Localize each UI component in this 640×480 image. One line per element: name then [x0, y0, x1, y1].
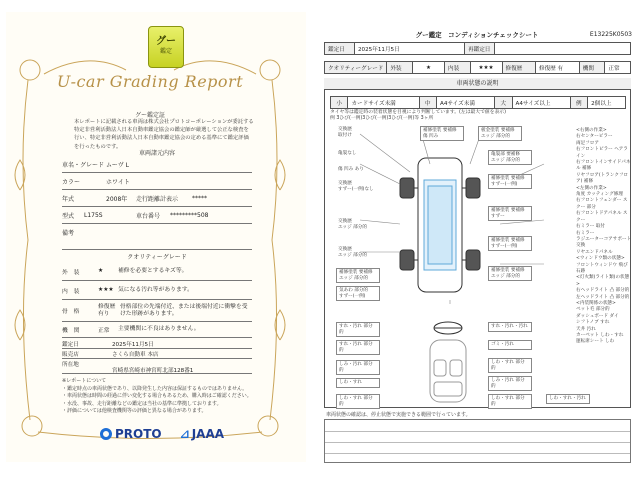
- repair-list-item: 天井 汚れ: [576, 326, 596, 332]
- note-box-l6: 交換歴 エッジ 部分的: [338, 247, 367, 258]
- interior-box-2: すれ・汚れ 部分的: [336, 340, 380, 355]
- quality-section-title: クオリティーグレード: [127, 254, 187, 261]
- note-box-r1: 亀裂部 要補修 エッジ 部分的: [488, 150, 532, 165]
- grade-exterior-desc: 補修を必要とするキズ等。: [118, 267, 188, 274]
- grade-frame-label: 骨 格: [62, 309, 80, 315]
- checksheet-id: E13225K0503: [589, 31, 632, 38]
- sheet-redate-value: [495, 43, 631, 55]
- interior-box-5: しみ・汚れ 部分的: [336, 360, 380, 375]
- sheet-engine-value: 正常: [605, 62, 631, 74]
- note-box-r4: 補修塗装 要補修 すずー(一例): [488, 236, 532, 251]
- repair-list-item: 右フロントインサイドパネル 補修: [576, 160, 631, 172]
- remarks-label: 備考: [62, 230, 75, 237]
- repair-list-item: 右ミラー: [576, 230, 595, 236]
- proto-logo: [100, 427, 162, 441]
- note-item: ・車両状態は時間の経過に伴い変化する場合もあるため、購入時はご確認ください。: [62, 393, 252, 400]
- mileage-label: 走行距離計表示: [136, 195, 179, 203]
- color-value: ホワイト: [106, 178, 130, 186]
- interior-box-9: しわ・すれ 部分的: [336, 394, 380, 409]
- note-box-l5: 交換歴 エッジ 部分的: [338, 219, 367, 230]
- jaaa-mark-icon: ⊿: [179, 427, 190, 441]
- shop-value: さくら自動車 本店: [112, 352, 159, 358]
- grade-exterior-mark: ★: [98, 268, 104, 274]
- grade-engine-label: 機 関: [62, 328, 80, 334]
- sheet-ext-value: ★: [412, 62, 444, 74]
- note-box-l8: 気あわ 部分的 すずー(一例): [336, 286, 380, 301]
- grade-interior-desc: 気になる汚れ等があります。: [118, 286, 193, 293]
- damage-size-legend: [330, 96, 626, 109]
- sheet-frame-value: 修復歴 有: [535, 62, 579, 74]
- address-value: 宮崎県宮崎市神宮町北部128番1: [112, 368, 194, 374]
- sheet-int-value: ★★★: [470, 62, 502, 74]
- repair-list-item: <右側の作業>: [576, 128, 607, 133]
- repair-list-item: カーペット しわ・すれ: [576, 333, 624, 338]
- goo-badge-logo: [148, 26, 184, 68]
- note-box-r3: 補修塗装 要補修 すずー: [488, 206, 532, 221]
- model-row: [62, 156, 252, 173]
- size-mid-desc: A4サイズ未満: [437, 97, 495, 109]
- proto-mark-icon: [100, 428, 112, 440]
- repair-list-item: <左側の作業>: [576, 185, 607, 191]
- interior-diagram: [418, 318, 478, 406]
- date-label: 鑑定日: [62, 342, 79, 348]
- grade-engine-row: [62, 322, 252, 338]
- model-label: 車名・グレード: [62, 161, 105, 169]
- color-row: [62, 173, 252, 190]
- jaaa-logo: [180, 427, 224, 441]
- report-notes: [62, 378, 252, 416]
- size-mid-label: 中: [419, 97, 436, 109]
- footer-logos: [100, 427, 224, 441]
- note-item: ・評価については他検査機関等の評価と異なる場合があります。: [62, 408, 207, 415]
- grade-interior-label: 内 装: [62, 288, 80, 295]
- jaaa-logo-text: JAAA: [191, 427, 225, 441]
- note-box-r2: 補修塗装 要補修 すずー(一例): [488, 174, 532, 189]
- size-small-desc: カードサイズ未満: [348, 97, 419, 109]
- interior-box-8: しみ・汚れ 部分的: [488, 376, 532, 391]
- sheet-redate-label: 再鑑定日: [465, 43, 495, 55]
- grade-engine-desc: 主要機関に不良はありません。: [118, 326, 200, 332]
- interior-box-6: しわ・すれ 部分的: [488, 358, 532, 373]
- repair-list-item: ペット毛 部分的: [576, 307, 610, 313]
- shop-label: 販売店: [62, 352, 79, 358]
- vin-label: 車台番号: [136, 212, 161, 220]
- date-value: 2025年11月5日: [112, 342, 154, 348]
- note-box-l4: 交換歴 すずー(一例)なし: [338, 181, 374, 192]
- certificate-intro: 本レポートに記載される車両は株式会社プロトコーポレーションが委託する特定非営利活動法人日本自動車鑑定協会の鑑定師が厳選して公正な検査を行い、特定非営利活動法人日本自動車鑑定協会の定める基準にて鑑定評価を行ったものです。: [74, 119, 254, 150]
- checksheet-date-table: [324, 42, 631, 55]
- certificate-subtitle: グー鑑定証: [134, 112, 165, 119]
- year-value: 2008年: [106, 195, 128, 203]
- sheet-quality-label: クオリティーグレード: [325, 62, 387, 74]
- repair-list-item: <内装関係の状態>: [576, 300, 616, 306]
- date-row: [62, 340, 252, 349]
- interior-box-10: しわ・すれ 部分的: [488, 394, 532, 409]
- interior-box-1: すれ・汚れ 部分的: [336, 322, 380, 337]
- repair-list-item: 右フロントフェンダー スクー 部分: [576, 198, 628, 210]
- address-label: 所在地: [62, 362, 79, 368]
- badge-top-text: グー: [156, 36, 176, 47]
- mileage-value: *****: [192, 194, 207, 202]
- type-value: L175S: [84, 211, 103, 219]
- size-large-desc: A4サイズ以上: [512, 97, 570, 109]
- grade-engine-mark: 正常: [98, 328, 110, 334]
- repair-list-item: ダッシュボード ダイ: [576, 313, 619, 319]
- sheet-frame-label: 修復歴: [502, 62, 535, 74]
- size-large-label: 大: [495, 97, 512, 109]
- legend-note-1: タイヤ等は鑑定時の装着状態を目視により判断しています。(左は最大で値を表示): [330, 110, 506, 115]
- year-label: 年式: [62, 195, 75, 203]
- repair-list-item: 右フロントドアパネル スクー: [576, 211, 628, 223]
- grade-interior-row: [62, 281, 252, 300]
- repair-list: [576, 128, 632, 346]
- type-label: 型式: [62, 212, 75, 220]
- shop-row: [62, 350, 252, 359]
- sheet-date-value: 2025年11月5日: [355, 43, 465, 55]
- example-value: 2個以上: [588, 97, 626, 109]
- model-value: ムーヴ L: [106, 161, 129, 169]
- sheet-engine-label: 機関: [579, 62, 605, 74]
- interior-box-11: しわ・すれ・汚れ: [546, 394, 590, 404]
- repair-list-item: リヤフロア(トランクフロア) 補修: [576, 172, 629, 185]
- note-box-r5: 補修塗装 要補修 エッジ 部分的: [488, 266, 532, 281]
- example-label: 例: [570, 97, 587, 109]
- color-label: カラー: [62, 178, 81, 186]
- repair-list-item: <灯火類(ライト類)の状態>: [576, 275, 630, 287]
- repair-list-item: 右ヘッドライト 凸 部分的: [576, 288, 630, 294]
- repair-list-item: 両足フロア: [576, 140, 599, 146]
- note-item: ・鑑定時点の車両状態であり、以降発生した内容は保証するものではありません。: [62, 385, 248, 392]
- repair-list-item: フロントウィンドウ 飛び石跡: [576, 262, 628, 274]
- type-row: [62, 207, 252, 224]
- notes-grid: [324, 419, 631, 463]
- checksheet-title: グー鑑定 コンディションチェックシート: [415, 31, 539, 39]
- year-row: [62, 190, 252, 207]
- repair-list-item: 右フロントピラー ヘアライン: [576, 147, 628, 159]
- repair-list-item: <ウィンドウ類の状態>: [576, 256, 625, 262]
- sheet-int-label: 内装: [444, 62, 470, 74]
- repair-list-item: ラジエーターコアサポート 交換: [576, 236, 632, 249]
- repair-list-item: 左ヘッドライト 凸 部分的: [576, 294, 630, 300]
- repair-list-item: 角度 カッティング修理: [576, 192, 623, 198]
- quality-grade-table: [324, 61, 631, 74]
- vin-value: *********508: [170, 211, 209, 219]
- grade-exterior-label: 外 装: [62, 269, 80, 276]
- repair-list-item: 運転席シート しわ: [576, 339, 615, 345]
- interior-box-3: すれ・汚れ・汚れ: [488, 322, 532, 332]
- interior-box-4: ゴミ・汚れ: [488, 340, 532, 350]
- vehicle-state-title: 車両状態の説明: [324, 78, 631, 90]
- repair-list-item: シフトノブ すれ: [576, 320, 610, 326]
- repair-list-item: 右ミラー 取付: [576, 224, 606, 230]
- note-box-l1: 交換歴 取付け: [338, 127, 352, 138]
- note-item: ・水没、事故、走行距離などの鑑定は当社の基準に準拠しております。: [62, 400, 222, 407]
- checksheet-bottom-note: 車両状態の確認は、停止状態で実施できる範囲で行っています。: [326, 412, 471, 418]
- note-box-l2: 亀裂なし: [338, 151, 357, 156]
- address-row: [62, 360, 252, 374]
- certificate-title: U-car Grading Report: [56, 72, 244, 91]
- remarks-row: [62, 224, 252, 250]
- sheet-date-label: 鑑定日: [325, 43, 355, 55]
- note-box-t1: 補修塗装 要補修 傷 凹み: [420, 126, 464, 141]
- grade-exterior-row: [62, 262, 252, 281]
- repair-list-item: リヤエンドパネル: [576, 249, 613, 255]
- grade-frame-mark: 修復歴有り: [98, 303, 116, 317]
- repair-list-item: 右センターピラー: [576, 134, 613, 140]
- note-title: ※レポートについて: [62, 378, 107, 384]
- size-small-label: 小: [331, 97, 348, 109]
- legend-note-2: 例 3ひび(一例)3ひび(一例)3ひび(一例)等 3ヶ所: [330, 116, 434, 121]
- proto-logo-text: PROTO: [115, 427, 162, 441]
- badge-bottom-text: 鑑定: [159, 48, 172, 55]
- note-box-t2: 板金塗装 要補修 エッジ 部分的: [478, 126, 522, 141]
- grade-frame-desc: 骨格部位の先端付近、または後端付近に衝撃を受けた形跡があります。: [120, 303, 248, 317]
- sheet-ext-label: 外装: [387, 62, 413, 74]
- note-box-l3: 傷 凹み あり: [338, 167, 364, 172]
- grade-frame-row: [62, 300, 252, 322]
- interior-box-7: しわ・すれ: [336, 378, 380, 388]
- note-box-l7: 補修塗装 要補修 エッジ 部分的: [336, 268, 380, 283]
- grade-interior-mark: ★★★: [98, 287, 114, 293]
- spec-section-title: 車両諸元内容: [138, 150, 175, 157]
